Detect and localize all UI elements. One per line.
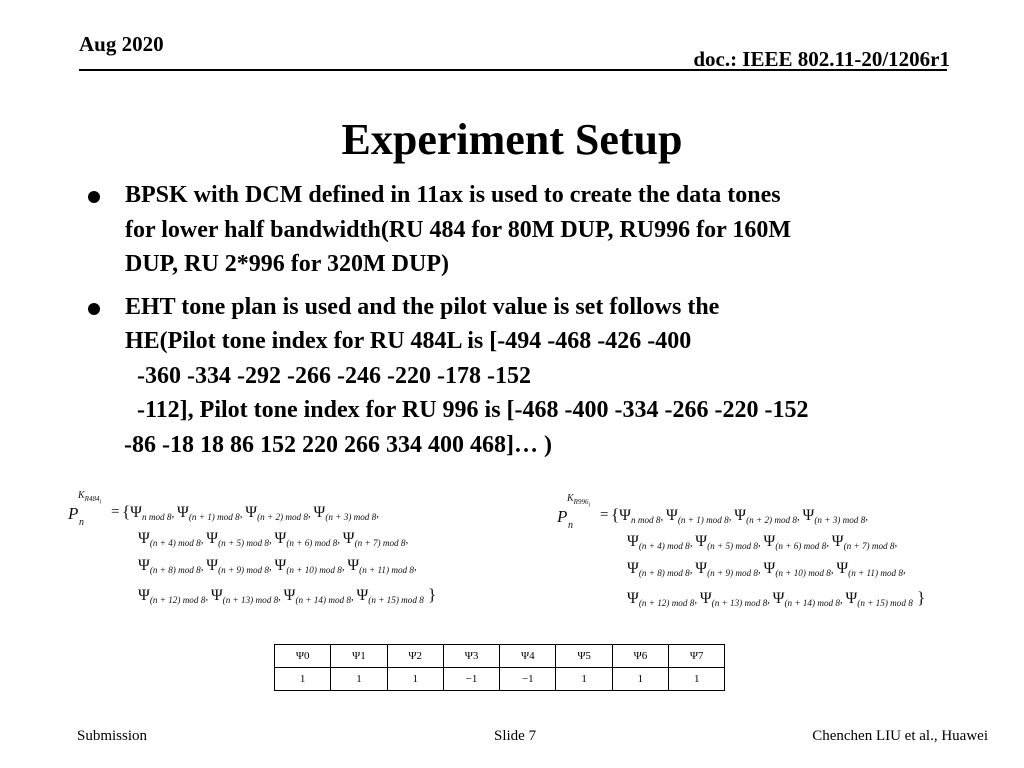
equation-separator: , [728,511,735,523]
equation-row [138,557,417,575]
psi-symbol: Ψ [831,533,844,550]
equation-separator: , [205,591,211,603]
psi-index: (n + 3) mod 8 [814,515,866,526]
equation-superscript-k: $K_{R484_i}$ [78,490,102,506]
bullet-dot-icon [88,191,100,203]
psi-index: (n + 1) mod 8 [677,515,729,526]
equation-separator: , [694,594,700,606]
psi-index: (n + 5) mod 8 [218,538,269,549]
equation-separator: , [865,511,868,523]
psi-symbol: Ψ [356,587,369,604]
psi-index: (n + 12) mod 8 [638,598,695,609]
equation-separator: , [758,564,764,576]
open-brace: { [611,505,620,524]
psi-index: (n + 13) mod 8 [711,598,768,609]
equation-term [342,530,406,549]
psi-symbol: Ψ [619,507,631,524]
equation-separator: , [689,564,696,576]
equation-separator: , [660,511,666,523]
psi-index: (n + 14) mod 8 [784,598,840,609]
footer-slide-number: Slide 7 [494,728,537,744]
psi-index: (n + 9) mod 8 [707,568,758,579]
psi-symbol: Ψ [627,560,639,577]
equation-term [313,504,377,523]
table-header-cell: Ψ0 [275,645,331,668]
psi-index: (n + 4) mod 8 [638,541,690,552]
table-cell: 1 [275,668,331,691]
header-doc-id: doc.: IEEE 802.11-20/1206r1 [693,47,950,71]
equation-separator: , [902,564,906,576]
equation-row [627,533,897,551]
psi-symbol: Ψ [347,557,360,574]
equation-term [274,530,338,549]
equation-separator: , [405,534,409,546]
psi-symbol: Ψ [772,590,785,607]
equation-term [695,560,758,579]
equation-superscript-i: i [99,499,102,506]
equation-subscript-n: n [568,520,573,531]
equation-row [627,560,906,578]
table-cell: 1 [387,668,443,691]
equation-separator: , [269,561,275,573]
table-header-cell: Ψ7 [669,645,725,668]
equation-superscript-ru: R996i [573,498,591,509]
equation-separator: , [200,561,207,573]
psi-symbol: Ψ [177,504,189,521]
equation-row [611,505,868,525]
psi-symbol: Ψ [313,504,326,521]
equation-term [619,507,661,526]
equation-term [666,507,729,526]
psi-symbol: Ψ [627,590,639,607]
equation-symbol-p: P [68,504,79,523]
table-header-cell: Ψ3 [443,645,499,668]
psi-index: (n + 15) mod 8 [368,595,424,606]
psi-index: (n + 9) mod 8 [218,565,269,576]
equation-term [734,507,797,526]
equation-separator: , [278,591,284,603]
pilot-equation-r484 [66,490,516,610]
equation-separator: , [839,594,846,606]
psi-symbol: Ψ [699,590,712,607]
equation-term [356,587,424,606]
psi-index: (n + 2) mod 8 [257,512,308,523]
equation-term [763,560,831,579]
psi-symbol: Ψ [734,507,747,524]
equation-separator: , [269,534,275,546]
equation-separator: , [239,508,246,520]
equation-term [138,587,206,606]
psi-index: (n + 12) mod 8 [149,595,206,606]
close-brace: } [912,588,926,607]
psi-index: (n + 7) mod 8 [354,538,406,549]
psi-index: (n + 14) mod 8 [295,595,351,606]
equation-row [627,588,925,608]
psi-symbol: Ψ [283,587,296,604]
bullet-item [78,178,958,282]
equation-separator: , [826,537,832,549]
psi-symbol: Ψ [138,557,150,574]
bullet-line: -112], Pilot tone index for RU 996 is [-468 -400 -334 -266 -220 -152 [137,397,809,423]
psi-index: (n + 13) mod 8 [222,595,279,606]
equation-term [274,557,342,576]
equation-lhs [66,490,126,530]
psi-index: (n + 8) mod 8 [638,568,690,579]
psi-symbol: Ψ [210,587,223,604]
psi-symbol: Ψ [695,560,708,577]
footer-submission: Submission [77,728,148,744]
table-header-row [275,645,725,668]
table-cell: 1 [669,668,725,691]
open-brace: { [122,502,131,521]
equation-term [177,504,240,523]
equation-term [763,533,827,552]
psi-symbol: Ψ [245,504,258,521]
equation-term [699,590,768,609]
psi-symbol: Ψ [138,530,150,547]
equation-equals: = [600,507,609,523]
psi-symbol: Ψ [802,507,815,524]
psi-symbol: Ψ [138,587,150,604]
psi-index: (n + 3) mod 8 [325,512,377,523]
equation-separator: , [413,561,417,573]
psi-index: (n + 11) mod 8 [359,565,414,576]
equation-separator: , [200,534,207,546]
equation-term [831,533,895,552]
header-date: Aug 2020 [79,32,164,56]
slide-title: Experiment Setup [341,115,683,164]
equation-term [836,560,903,579]
psi-symbol: Ψ [206,557,219,574]
bullet-line: for lower half bandwidth(RU 484 for 80M DUP, RU996 for 160M [125,216,791,243]
table-cell: −1 [500,668,556,691]
psi-index: (n + 5) mod 8 [707,541,758,552]
equation-separator: , [350,591,357,603]
psi-symbol: Ψ [206,530,219,547]
equation-equals: = [111,504,120,520]
equation-term [347,557,414,576]
equation-superscript-i: i [588,502,591,509]
psi-symbol: Ψ [763,533,776,550]
psi-index: (n + 4) mod 8 [149,538,201,549]
psi-symbol: Ψ [666,507,678,524]
equation-separator: , [894,537,898,549]
equation-separator: , [797,511,803,523]
equation-term [802,507,866,526]
equation-separator: , [758,537,764,549]
bullet-line: BPSK with DCM defined in 11ax is used to create the data tones [125,182,781,208]
close-brace: } [423,585,437,604]
equation-separator: , [689,537,696,549]
bullet-line: -360 -334 -292 -266 -246 -220 -178 -152 [137,362,531,389]
psi-index: (n + 1) mod 8 [188,512,240,523]
psi-symbol: Ψ [274,557,287,574]
psi-symbol: Ψ [845,590,858,607]
pilot-equation-r996 [555,493,1005,613]
equation-separator: , [376,508,379,520]
equation-term [695,533,758,552]
psi-index: (n + 2) mod 8 [746,515,797,526]
equation-separator: , [341,561,348,573]
bullet-line: -86 -18 18 86 152 220 266 334 400 468]… ) [124,431,552,458]
psi-index: (n + 6) mod 8 [775,541,827,552]
psi-index: (n + 8) mod 8 [149,565,201,576]
equation-term [138,530,201,549]
table-header-cell: Ψ4 [500,645,556,668]
equation-term [772,590,840,609]
equation-superscript-ru: R484i [84,495,102,506]
table-header-cell: Ψ2 [387,645,443,668]
bullet-item [78,290,958,463]
equation-lhs [555,493,615,533]
equation-term [130,504,172,523]
bullet-line: DUP, RU 2*996 for 320M DUP) [125,251,449,277]
bullet-list [78,178,958,470]
equation-term [283,587,351,606]
table-row [275,668,725,691]
table-cell: 1 [331,668,387,691]
equation-separator: , [767,594,773,606]
equation-row [138,530,408,548]
psi-index: (n + 11) mod 8 [848,568,903,579]
psi-symbol: Ψ [130,504,142,521]
psi-index: (n + 6) mod 8 [286,538,338,549]
equation-subscript-n: n [79,517,84,528]
psi-index: n mod 8 [630,515,661,526]
psi-symbol: Ψ [763,560,776,577]
equation-separator: , [830,564,837,576]
bullet-line: EHT tone plan is used and the pilot value is set follows the [125,293,720,320]
psi-value-table [274,644,725,691]
psi-index: (n + 15) mod 8 [857,598,913,609]
psi-symbol: Ψ [836,560,849,577]
equation-superscript-k: $K_{R996_i}$ [567,493,591,509]
equation-term [627,590,695,609]
table-header-cell: Ψ5 [556,645,612,668]
footer-author: Chenchen LIU et al., Huawei [812,728,988,744]
psi-symbol: Ψ [627,533,639,550]
equation-symbol-p: P [557,507,568,526]
equation-term [627,560,690,579]
equation-term [206,530,269,549]
header-divider [79,69,947,71]
psi-symbol: Ψ [695,533,708,550]
equation-row [122,502,379,522]
psi-index: (n + 10) mod 8 [286,565,342,576]
bullet-dot-icon [88,303,100,315]
equation-term [210,587,279,606]
psi-symbol: Ψ [342,530,355,547]
equation-row [138,585,436,605]
psi-symbol: Ψ [274,530,287,547]
equation-separator: , [337,534,343,546]
equation-term [627,533,690,552]
equation-term [138,557,201,576]
table-header-cell: Ψ1 [331,645,387,668]
equation-term [845,590,913,609]
table-cell: 1 [556,668,612,691]
table-cell: 1 [612,668,668,691]
psi-index: (n + 7) mod 8 [843,541,895,552]
table-cell: −1 [443,668,499,691]
equation-term [206,557,269,576]
psi-index: n mod 8 [141,512,172,523]
equation-term [245,504,308,523]
table-header-cell: Ψ6 [612,645,668,668]
psi-index: (n + 10) mod 8 [775,568,831,579]
equation-separator: , [171,508,177,520]
bullet-line: HE(Pilot tone index for RU 484L is [-494 -468 -426 -400 [125,328,692,354]
equation-separator: , [308,508,314,520]
